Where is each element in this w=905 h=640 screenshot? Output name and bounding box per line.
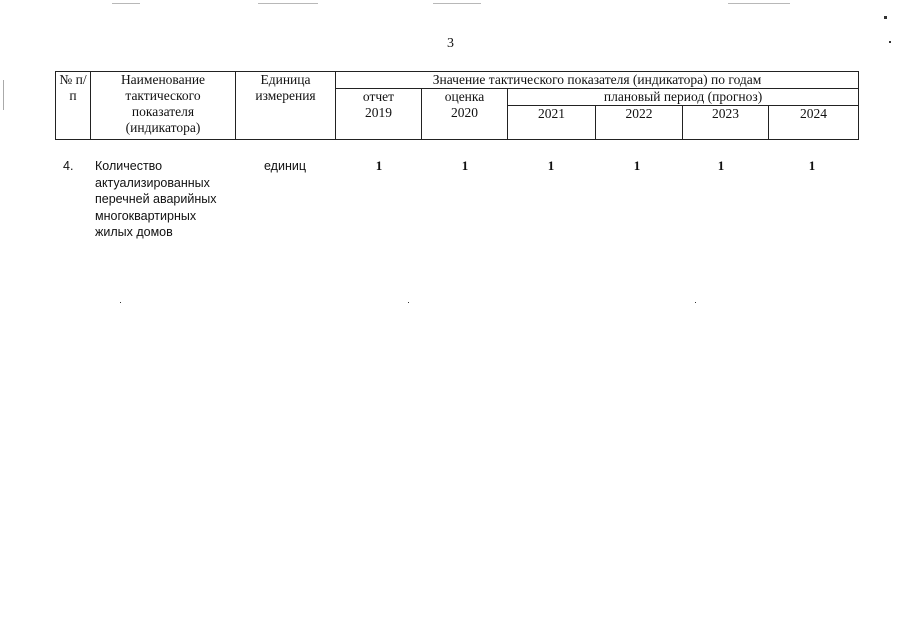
row-value-2024: 1	[808, 158, 816, 173]
scan-artifact-dot	[884, 16, 887, 19]
scan-artifact-line	[433, 3, 481, 4]
row-number: 4.	[63, 159, 74, 173]
header-planning-period: плановый период (прогноз)	[508, 89, 859, 106]
row-value-2023: 1	[717, 158, 725, 173]
row-value-2022: 1	[633, 158, 641, 173]
scan-artifact-line	[112, 3, 140, 4]
row-unit: единиц	[264, 159, 306, 173]
header-year-2021: 2021	[508, 106, 596, 140]
scan-artifact-dot	[408, 302, 409, 303]
header-estimate-year: 2020	[451, 105, 478, 120]
header-estimate-label: оценка	[444, 89, 485, 104]
header-values-group: Значение тактического показателя (индикатора) по годам	[336, 72, 859, 89]
scan-artifact-line	[728, 3, 790, 4]
row-value-2019: 1	[375, 158, 383, 173]
page-number: 3	[447, 36, 454, 51]
scan-artifact-dot	[695, 302, 696, 303]
header-report-year: 2019	[365, 105, 392, 120]
header-name: Наименование тактического показателя (индикатора)	[91, 72, 236, 140]
row-value-2021: 1	[547, 158, 555, 173]
header-report	[336, 89, 422, 140]
header-number: № п/п	[56, 72, 91, 140]
header-report-label: отчет	[362, 89, 395, 104]
scan-artifact-dot	[120, 302, 121, 303]
row-indicator-name: Количество актуализированных перечней аварийных многоквартирных жилых домов	[95, 159, 217, 239]
header-year-2023: 2023	[683, 106, 769, 140]
scan-artifact-dot	[3, 80, 4, 110]
header-year-2022: 2022	[596, 106, 683, 140]
indicator-table-header	[55, 71, 859, 140]
header-estimate	[422, 89, 508, 140]
row-value-2020: 1	[461, 158, 469, 173]
header-unit: Единица измерения	[236, 72, 336, 140]
header-year-2024: 2024	[769, 106, 859, 140]
scan-artifact-dot	[889, 41, 891, 43]
scan-artifact-line	[258, 3, 318, 4]
